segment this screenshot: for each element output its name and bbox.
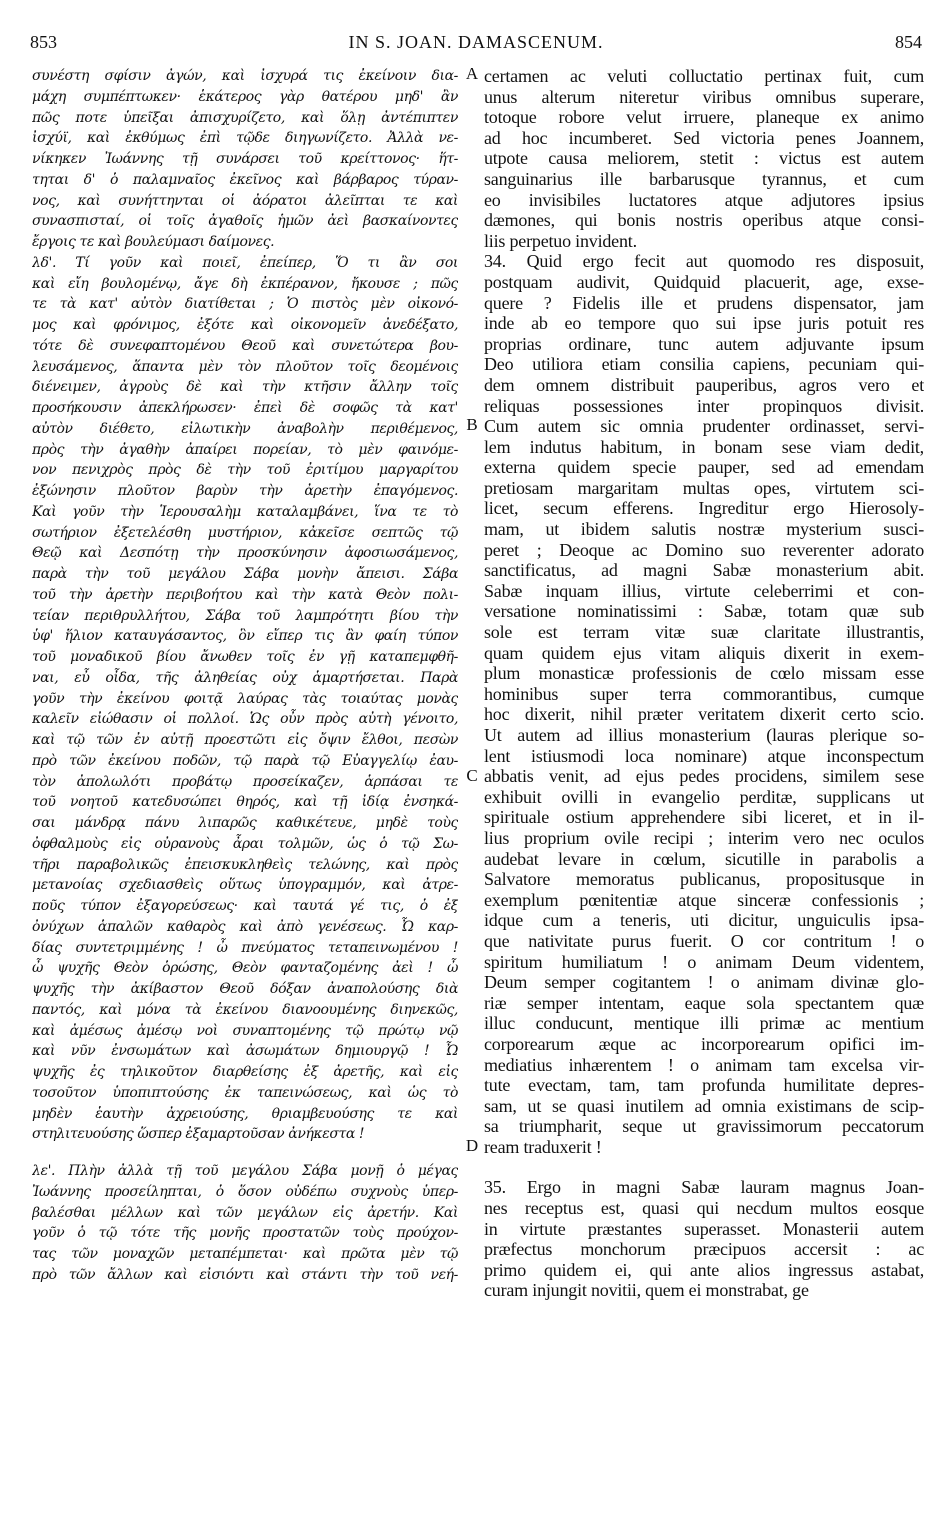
latin-text-line: in virtute præstantes superasset. Monasterii autem [484,1218,924,1239]
latin-text-line: nes receptus est, quasi qui necdum multos eosque [484,1198,924,1219]
greek-text-line: ποῦς τύπον ἐξαγορεύσεως· καὶ ταυτά γέ τις, ὁ ἐξ [32,898,458,914]
greek-text-line: τοσοῦτον ὑποπιπτούσης ἐκ ταπεινώσεως, καὶ ὡς τὸ [32,1084,458,1101]
latin-text-line: abbatis venit, ad ejus pedes procidens, similem sese [484,766,924,787]
latin-text-line: lius proprium ovile recipi ; interim vero nec oculos [484,827,924,848]
latin-text-line: sam, ut se quasi inutilem ad omnia existimans de scip- [484,1095,924,1116]
greek-text-line: λε'. Πλὴν ἀλλὰ τῇ τοῦ μεγάλου Σάβα μονῇ ὁ μέγας [32,1163,458,1179]
latin-text-line: hominibus super terra commorantibus, cumque [484,683,924,704]
greek-text-line: μος καὶ φρόνιμος, ἐξότε καὶ οἰκονομεῖν ἀνεδέξατο, [32,317,458,333]
latin-text-line: riæ semper intentam, eaque sola spectantem quæ [484,992,924,1013]
section-marker-a: A [465,64,479,83]
greek-text-line: ἔργοις τε καὶ βουλεύμασι δαίμονες. [32,234,275,250]
greek-text-line: πρὸ τῶν ἄλλων καὶ εἰσιόντι καὶ στάντι τὴν τοῦ νεή- [32,1266,458,1283]
greek-text-line: καὶ εἴη βουλομένῳ, ἄγε δὴ ἐκπέρανον, ἤκουσε ; πῶς [32,275,458,292]
latin-text-line: mediatius inhærentem ! o animam tam excelsa vir- [484,1054,924,1075]
greek-text-line: μάχη συμπέπτωκεν· ἑκάτερος γὰρ θατέρου μηδ' ἂν [32,88,458,105]
latin-text-line: exhibuit ovilli in evangelio perditæ, supplicans ut [484,786,924,807]
greek-text-line: συνασπισταί, οἱ τοῖς ἀγαθοῖς ἡμῶν ἀεὶ βασκαίνοντες [32,213,458,230]
greek-text-line: τοῦ μοναδικοῦ βίου ἄνωθεν τοῖς ἐν γῇ καταπεμφθῆ- [32,649,458,665]
latin-text-line: spirituale ostium apprehendere sibi liceret, et in il- [484,807,924,828]
greek-text-line: ὑφ' ἥλιον καταυγάσαντος, ὃν εἴπερ τις ἂν φαίη τύπον [32,628,458,645]
greek-text-line: καὶ τῷ τῶν ἐν αὐτῇ προεστῶτι εἰς ὄψιν ἔλθοι, πεσὼν [32,732,458,748]
greek-text-line: νον πενιχρὸς πρὸς δὲ τὴν τοῦ ἐριτίμου μαργαρίτου [32,462,458,479]
section-marker-c: C [466,766,478,785]
latin-text-line: spiritum humiliatum ! o animam Deum videntem, [484,951,924,972]
latin-text-line: dæmones, qui bonis nostris operibus atque consi- [484,210,924,231]
latin-text-line: Cum autem sic omnia prudenter ordinasset, servi- [484,416,924,437]
latin-text-line: certamen ac veluti colluctatio pertinax fuit, cum [484,66,924,86]
greek-text-line: τοῦ τὴν ἀρετὴν περιβοήτου καὶ τὴν κατὰ Θεὸν πολι- [32,586,458,603]
latin-text-line: Deum semper cogitantem ! o animam divinæ glo- [484,972,924,993]
latin-text-line: unus alterum niteretur viribus omnibus superare, [484,86,924,107]
latin-text-line: proprias ordinare, tunc autem adjuvante ipsum [484,333,924,354]
greek-text-line: δίας συντετριμμένης ! ὦ πνεύματος τεταπεινωμένου ! [32,939,458,956]
section-marker-d: D [465,1136,479,1155]
greek-text-line: μετανοίας σχεδιασθεὶς οὕτως ὑπογραμμόν, καὶ ἀτρε- [32,877,458,894]
greek-text-line: τὸν ἀπολωλότι προβάτῳ προσείκαζεν, ἁρπάσαι τε [32,773,458,790]
latin-text-line: illuc conducunt, mentique illi primæ ac mentium [484,1013,924,1034]
greek-text-line: παντός, καὶ μόνα τὰ ἐκείνου διανοουμένης διηνεκῶς, [32,1001,458,1018]
greek-text-line: πῶς ποτε ὑπεῖξαι ἀπισχυρίζετο, καὶ ὅλῃ ἀντέπιπτεν [32,109,458,126]
page-number-left: 853 [30,32,57,52]
page-header [30,32,922,60]
greek-text-line: ὀφθαλμοὺς εἰς οὐρανοὺς ἆραι τολμῶν, ὡς ὁ τῷ Σω- [32,835,458,852]
latin-text-line: corporearum æque ac incorporearum opifici im- [484,1033,924,1054]
greek-text-line: νος, καὶ συνήττηνται οἱ ἀόρατοι ἀλεῖπται τε καὶ [32,192,458,209]
greek-text-line: λδ'. Τί γοῦν καὶ ποιεῖ, ἐπείπερ, Ὅ τι ἂν σοι [32,254,458,271]
latin-text-line: curam injungit novitii, quem ei monstrabat, ge [484,1280,809,1301]
greek-text-line: τας τῶν μοναχῶν μεταπέμπεται· καὶ πρῶτα μὲν τῷ [32,1246,458,1262]
latin-text-line: exemplum pœnitentiæ atque sinceræ confessionis ; [484,889,924,910]
greek-text-line: Καὶ γοῦν τὴν Ἱερουσαλὴμ καταλαμβάνει, ἵνα τε τὸ [32,503,458,520]
running-title: IN S. JOAN. DAMASCENUM. [348,32,604,52]
latin-text-line: que nativitate purus fuerit. O cor contritum ! o [484,930,924,951]
latin-text-line: tute evectam, tam, tam profunda humilitate depres- [484,1075,924,1096]
latin-column [484,66,924,1301]
greek-text-line: παρὰ τὴν τοῦ μεγάλου Σάβα μονὴν ἄπεισι. Σάβα [32,566,458,582]
greek-text-line: Ἰωάννης προσείληπται, ὁ ὅσον οὐδέπω συχνοὺς ὑπερ- [32,1183,458,1200]
greek-text-line: τηται δ' ὁ παλαμναῖος ἐκεῖνος καὶ βάρβαρος τύραν- [32,171,458,188]
latin-text-line: 34. Quid ergo fecit aut quomodo res disposuit, [484,251,924,272]
greek-column [32,66,458,1286]
greek-text-line: καὶ νῦν ἐνσωμάτων καὶ ἀσωμάτων δημιουργῷ ! Ὦ [32,1043,458,1060]
greek-text-line: βαλέσθαι μέλλων καὶ τῶν μεγάλων εἰς ἀρετήν. Καὶ [32,1204,458,1221]
greek-text-line: ἐξώνησιν πλοῦτον βαρὺν τὴν ἀρετὴν ἐπαγόμενος. [32,483,458,499]
greek-text-line: ναι, εὖ οἶδα, τῆς ἀληθείας οὐχ ἁμαρτήσεται. Παρὰ [32,669,458,686]
greek-text-line: τότε δὲ συνεφαπτομένου Θεοῦ καὶ συνετώτερα βου- [32,337,458,354]
greek-text-line: λευσάμενος, ἅπαντα μὲν τὸν πλοῦτον τοῖς δεομένοις [32,358,458,375]
greek-text-line: πρὸ τῶν ἐκείνου ποδῶν, τῷ παρὰ τῷ Εὐαγγελίῳ ἐαυ- [32,752,458,769]
greek-text-line: τοῦ νοητοῦ κατεδυσώπει θηρός, καὶ τῇ ἰδίᾳ ἐνσηκά- [32,794,458,811]
greek-text-line: ψυχῆς τὴν ἀκίβαστον Θεοῦ δόξαν ἀναπολούσης διὰ [32,981,458,997]
latin-paragraph-gap [484,1157,924,1177]
latin-text-line: mam, ut ibidem salutis nostræ mysterium susci- [484,519,924,540]
greek-text-line: προσήκουσιν ἀπεκλήρωσεν· ἐπεὶ δὲ σοφῶς τὰ κατ' [32,400,458,416]
greek-text-line: καὶ ἀμέσως ἀμέσῳ νοὶ συναπτομένης τῷ πρώτῳ νῷ [32,1022,458,1039]
page-number-right: 854 [895,32,922,52]
latin-text-line: peret ; Deoque ac Domino suo reverenter adorato [484,539,924,560]
latin-text-line: sa triumpharit, seque ut gravissimorum peccatorum [484,1116,924,1137]
latin-text-line: dem omnem distribuit pauperibus, agros vero et [484,374,924,395]
latin-text-line: reliquas possessiones inter propinquos divisit. [484,395,924,416]
greek-text-line: ὦ ψυχῆς Θεὸν ὁρώσης, Θεὸν φανταζομένης ἀεὶ ! ὦ [32,960,458,977]
latin-text-line: externa quidem specie pauper, sed ad emendam [484,457,924,478]
greek-text-line: τε τὰ κατ' αὐτὸν διατίθεται ; Ὁ πιστὸς μὲν οἰκονό- [32,296,458,313]
latin-text-line: liis perpetuo invident. [484,230,637,251]
latin-text-line: pretiosam margaritam multas opes, virtutem sci- [484,477,924,498]
latin-text-line: totoque robore velut irruere, planeque ex animo [484,107,924,128]
greek-text-line: σαι μάνδρᾳ πάνυ λιπαρῶς καθικέτευε, μηδὲ τοὺς [32,815,458,831]
greek-text-line: Θεῷ καὶ Δεσπότῃ τὴν προσκύνησιν ἀφοσιωσάμενος, [32,545,458,562]
latin-text-line: 35. Ergo in magni Sabæ lauram magnus Joan- [484,1177,924,1198]
latin-text-line: Salvatore memoratus publicanus, propositusque in [484,869,924,890]
greek-text-line: αὐτὸν διέθετο, εἰλωτικὴν ἀναβολὴν περιθέμενος, [32,420,458,437]
greek-text-line: διένειμεν, ἀγροὺς δὲ καὶ τὴν κτῆσιν ἄλλην τοῖς [32,379,458,396]
latin-text-line: audebat levare in cœlum, sicutille in parabolis a [484,848,924,869]
latin-text-line: inde ab eo tempore quo sui ipse juris potuit res [484,313,924,334]
greek-text-line: γοῦν ὁ τῷ τότε τῆς μονῆς προστατῶν τοὺς προύχον- [32,1225,458,1242]
greek-text-line: γοῦν τὴν ἐκείνου φοιτᾷ λαύρας τὰς τοιαύτας μονὰς [32,690,458,707]
greek-text-line: μηδὲν ἑαυτὴν ἀχρειούσης, θριαμβευούσης τε καὶ [32,1105,458,1122]
greek-text-line: πρὸς τὴν ἀγαθὴν ἀπαίρει πορείαν, τὸ μὲν φαινόμε- [32,441,458,458]
latin-text-line: idque cum a teneris, uti dicitur, unguiculis ipsa- [484,910,924,931]
greek-text-line: τῆρι παραβολικῶς ἐπεισκυκληθεὶς τελώνης, καὶ πρὸς [32,856,458,873]
latin-text-line: quam quidem ejus vitam aliquis dixerit in exem- [484,642,924,663]
latin-text-line: utpote causa meliorem, stetit : victus est autem [484,148,924,169]
latin-text-line: Deo utiliora etiam consilia capiens, pecuniam qui- [484,354,924,375]
section-marker-b: B [466,415,478,434]
greek-text-line: καλεῖν εἰώθασιν οἱ πολλοί. Ὡς οὖν πρὸς αὐτὴ γένοιτο, [32,711,458,728]
greek-text-line: ἰσχύϊ, καὶ ἐκθύμως ἐπὶ τῷδε διηγωνίζετο. Ἀλλὰ νε- [32,130,458,147]
latin-text-line: præfectus monchorum præcipuos accersit : ac [484,1239,924,1260]
latin-text-line: lent istiusmodi loca nominare) atque inconspectum [484,745,924,766]
greek-text-line: ὀνύχων ἁπαλῶν καθαρὸς καὶ ἀπὸ γενέσεως. Ὦ καρ- [32,918,458,935]
latin-text-line: Sabæ inquam illius, virtute celeberrimi et con- [484,580,924,601]
greek-text-line: συνέστη σφίσιν ἀγών, καὶ ἰσχυρά τις ἐκείνοιν δια- [32,68,458,84]
latin-text-line: versatione nominatissimi : Sabæ, totam quæ sub [484,601,924,622]
greek-paragraph-gap [32,1145,458,1161]
latin-text-line: ream traduxerit ! [484,1136,602,1157]
greek-text-line: τείαν περιθρυλλήτου, Σάβα τοῦ λαμπρότητι βίου τὴν [32,607,458,624]
latin-text-line: sanguinarius ille barbarusque tyrannus, et cum [484,168,924,189]
latin-text-line: eo invisibiles luctatores atque adjutores ipsius [484,189,924,210]
latin-text-line: sole est terram vitæ suæ claritate illustrantis, [484,622,924,643]
latin-text-line: ad hoc incumberet. Sed victoria penes Joannem, [484,127,924,148]
greek-text-line: νίκηκεν Ἰωάννης τῇ συνάρσει τοῦ κρείττονος· ἥτ- [32,151,458,167]
latin-text-line: hoc dixerit, nihil præter veritatem dixerit certo scio. [484,704,924,725]
latin-text-line: quere ? Fidelis ille et prudens dispensator, jam [484,292,924,313]
latin-text-line: Ut autem ad illius monasterium (lauras plerique so- [484,725,924,745]
greek-text-line: ψυχῆς ἐς τηλικοῦτον διαρθείσης ἐξ ἀρετῆς, καὶ εἰς [32,1064,458,1080]
latin-text-line: sanctificatus, ad magni Sabæ monasterium abit. [484,560,924,581]
greek-text-line: σωτήριον ἐξετελέσθη μυστήριον, κἀκεῖσε σεπτῶς τῷ [32,524,458,541]
greek-text-line: στηλιτευούσης ὥσπερ ἐξαμαρτοῦσαν ἀνήκεστα ! [32,1126,365,1143]
latin-text-line: plum monasticæ professionis de cœlo missam esse [484,663,924,684]
latin-text-line: licet, secum efferens. Ingreditur ergo Hierosoly- [484,498,924,519]
latin-text-line: lem indutus habitum, in bonam sese viam dedit, [484,436,924,457]
latin-text-line: postquam audivit, Quidquid placuerit, age, exse- [484,271,924,292]
latin-text-line: primo quidem ei, qui ante alios ingressus astabat, [484,1259,924,1280]
